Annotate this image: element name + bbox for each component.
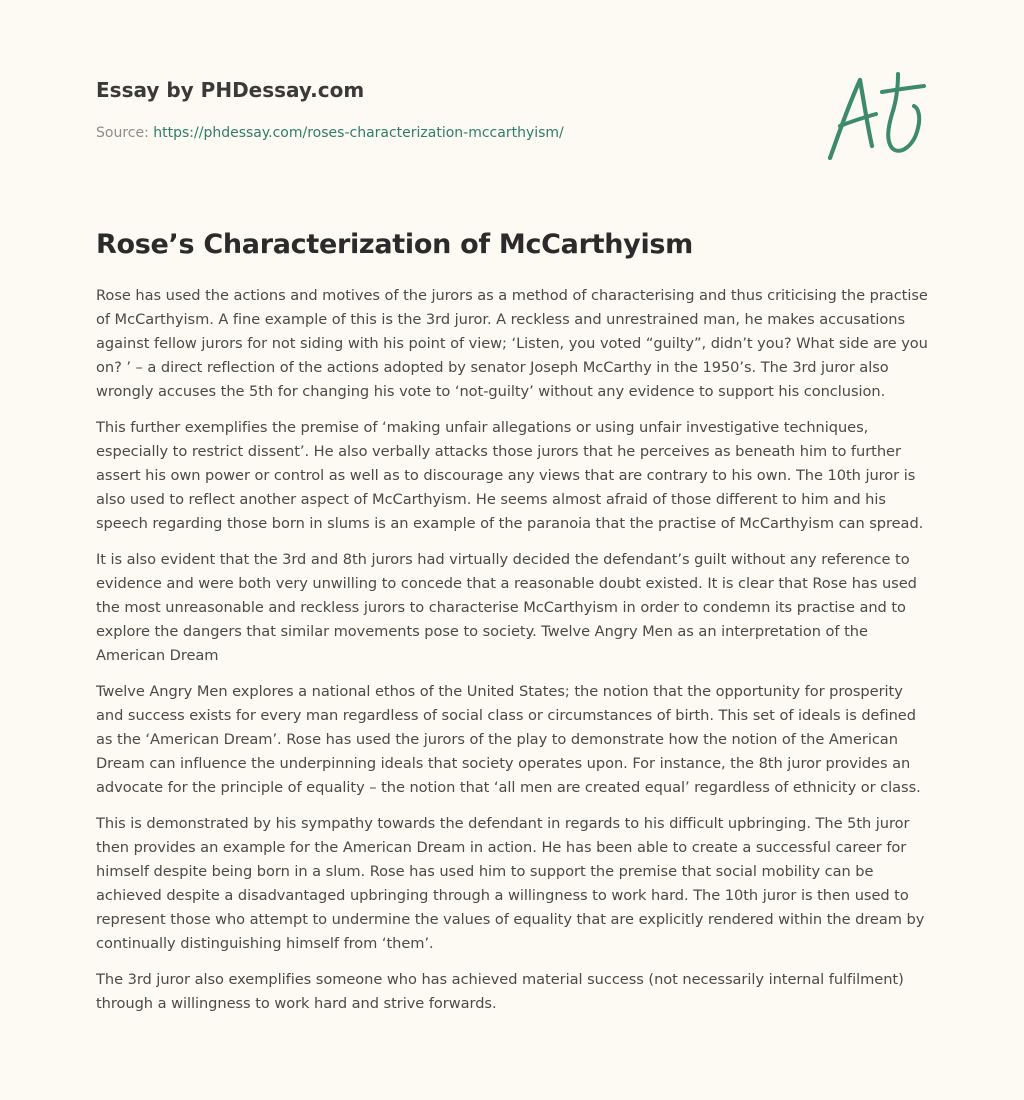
site-title: Essay by PHDessay.com [96, 78, 365, 102]
a-plus-logo-icon [820, 66, 930, 166]
essay-title: Rose’s Characterization of McCarthyism [96, 229, 694, 260]
source-link[interactable]: https://phdessay.com/roses-characterization-mccarthyism/ [153, 125, 564, 141]
essay-paragraph-3: It is also evident that the 3rd and 8th jurors had virtually decided the defendant’s guilt without any reference to evidence and were both very unwilling to concede that a reasonable doubt existed. It is clear that Rose has used the most unreasonable and reckless jurors to characterise McCarthyism in order to condemn its practise and to explore the dangers that similar movements pose to society. Twelve Angry Men as an interpretation of the American Dream [96, 551, 917, 664]
a-plus-logo [820, 66, 930, 166]
essay-paragraph-4: Twelve Angry Men explores a national ethos of the United States; the notion that the opportunity for prosperity and success exists for every man regardless of social class or circumstances of birth. This set of ideals is defined as the ‘American Dream’. Rose has used the jurors of the play to demonstrate how the notion of the American Dream can influence the underpinning ideals that society operates upon. For instance, the 8th juror provides an advocate for the principle of equality – the notion that ‘all men are created equal’ regardless of ethnicity or class. [96, 683, 921, 796]
source-line [96, 124, 564, 142]
source-label: Source: [96, 125, 154, 141]
page-header [96, 76, 364, 104]
essay-paragraph-1: Rose has used the actions and motives of the jurors as a method of characterising and thus criticising the practise of McCarthyism. A fine example of this is the 3rd juror. A reckless and unrestrained man, he makes accusations against fellow jurors for not siding with his point of view; ‘Listen, you voted “guilty”, didn’t you? What side are you on? ’ – a direct reflection of the actions adopted by senator Joseph McCarthy in the 1950’s. The 3rd juror also wrongly accuses the 5th for changing his vote to ‘not-guilty’ without any evidence to support his conclusion. [96, 287, 928, 400]
essay-paragraph-2: This further exemplifies the premise of ‘making unfair allegations or using unfair investigative techniques, especially to restrict dissent’. He also verbally attacks those jurors that he perceives as beneath him to further assert his own power or control as well as to discourage any views that are contrary to his own. The 10th juror is also used to reflect another aspect of McCarthyism. He seems almost afraid of those different to him and his speech regarding those born in slums is an example of the paranoia that the practise of McCarthyism can spread. [96, 419, 924, 532]
essay-paragraph-5: This is demonstrated by his sympathy towards the defendant in regards to his difficult upbringing. The 5th juror then provides an example for the American Dream in action. He has been able to create a successful career for himself despite being born in a slum. Rose has used him to support the premise that social mobility can be achieved despite a disadvantaged upbringing through a willingness to work hard. The 10th juror is then used to represent those who attempt to undermine the values of equality that are explicitly rendered within the dream by continually distinguishing himself from ‘them’. [96, 815, 925, 952]
essay-body [96, 284, 932, 1028]
essay-paragraph-6: The 3rd juror also exemplifies someone who has achieved material success (not necessarily internal fulfilment) through a willingness to work hard and strive forwards. [96, 971, 904, 1012]
